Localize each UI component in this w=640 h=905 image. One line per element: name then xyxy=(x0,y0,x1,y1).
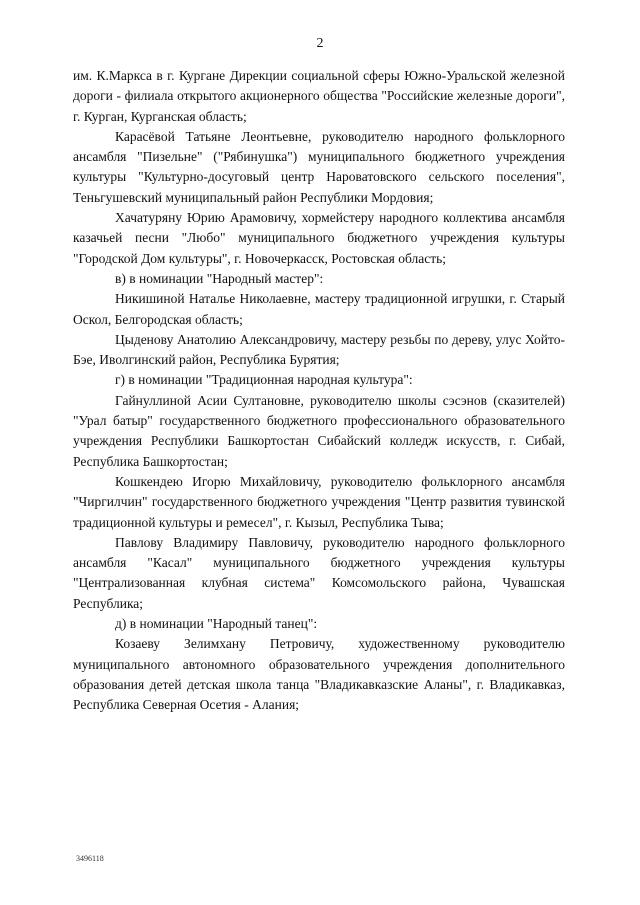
paragraph-nikishina: Никишиной Наталье Николаевне, мастеру традиционной игрушки, г. Старый Оскол, Белгородская область; xyxy=(73,291,565,327)
paragraph-continuation: им. К.Маркса в г. Кургане Дирекции социальной сферы Южно-Уральской железной дороги - филиала открытого акционерного общества "Российские железные дороги", г. Курган, Курганская область; xyxy=(73,68,565,124)
section-heading-folk-master: в) в номинации "Народный мастер": xyxy=(115,270,324,286)
paragraph-gainullina: Гайнуллиной Асии Султановне, руководителю школы сэсэнов (сказителей) "Урал батыр" государственного бюджетного профессионального образовательного учреждения Республики Башкортостан Сибайский колледж искусств, г. Сибай, Республика Башкортостан; xyxy=(73,392,565,469)
page-number: 2 xyxy=(316,36,324,51)
paragraph-karaseva: Карасёвой Татьяне Леонтьевне, руководителю народного фольклорного ансамбля "Пизельне" ("Рябинушка") муниципального бюджетного учреждения культуры "Культурно-досуговый центр Нароватовского сельского поселения", Теньгушевский муниципальный район Республики Мордовия; xyxy=(73,128,565,205)
paragraph-koshkendey: Кошкендею Игорю Михайловичу, руководителю фольклорного ансамбля "Чиргилчин" государственного бюджетного учреждения "Центр развития тувинской традиционной культуры и ремесел", г. Кызыл, Республика Тыва; xyxy=(73,473,565,530)
paragraph-khachaturyan: Хачатуряну Юрию Арамовичу, хормейстеру народного коллектива ансамбля казачьей песни "Любо" муниципального бюджетного учреждения культуры "Городской Дом культуры", г. Новочеркасск, Ростовская область; xyxy=(73,210,565,266)
section-heading-traditional-culture: г) в номинации "Традиционная народная культура": xyxy=(115,372,413,388)
document-code: 3496118 xyxy=(76,854,104,863)
paragraph-tsydenov: Цыденову Анатолию Александровичу, мастеру резьбы по дереву, улус Хойто-Бэе, Иволгинский район, Республика Бурятия; xyxy=(73,331,565,368)
paragraph-pavlov: Павлову Владимиру Павловичу, руководителю народного фольклорного ансамбля "Касал" муниципального бюджетного учреждения культуры "Централизованная клубная система" Комсомольского района, Чувашская Республика; xyxy=(73,534,565,611)
document-body xyxy=(73,66,565,716)
paragraph-kozaev: Козаеву Зелимхану Петровичу, художественному руководителю муниципального автономного образовательного учреждения дополнительного образования детей детская школа танца "Владикавказские Аланы", г. Владикавказ, Республика Северная Осетия - Алания; xyxy=(73,636,565,713)
section-heading-folk-dance: д) в номинации "Народный танец": xyxy=(115,616,318,632)
